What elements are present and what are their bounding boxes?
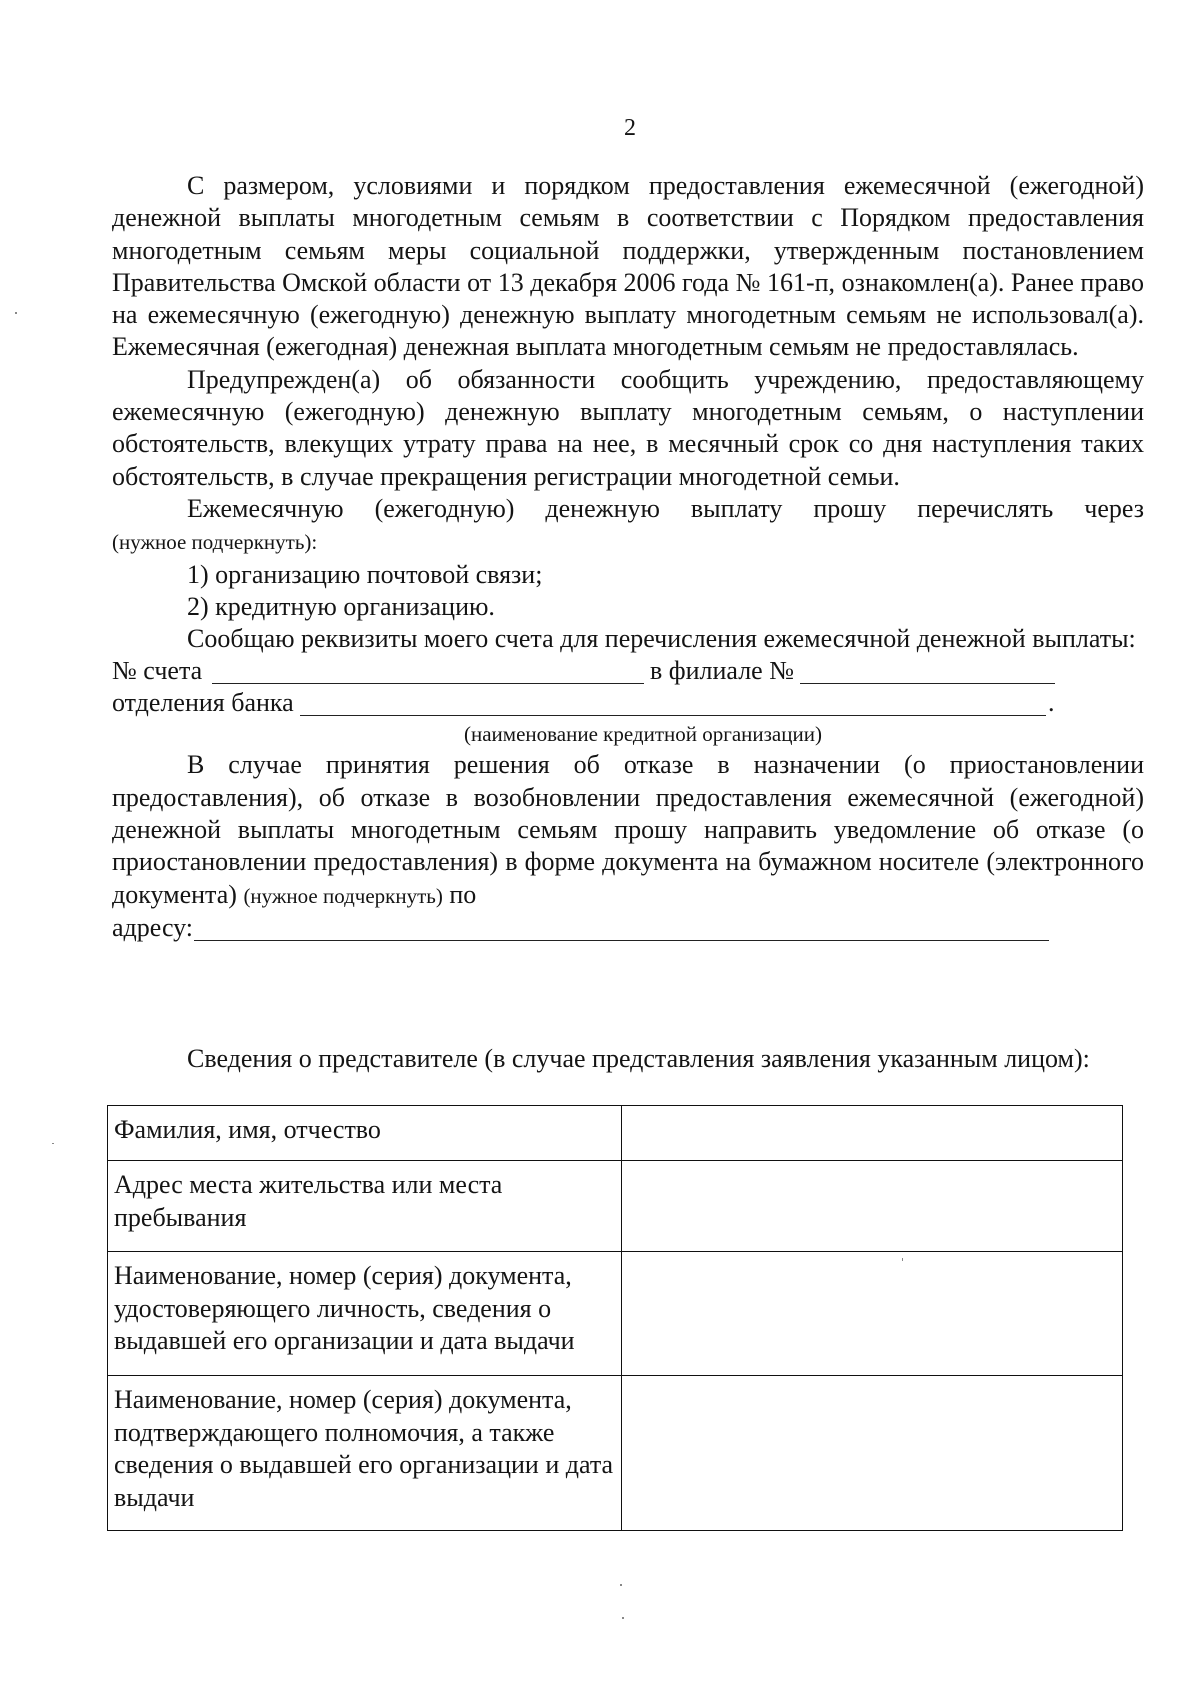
representative-intro	[112, 1043, 1144, 1075]
account-number-field[interactable]	[212, 683, 644, 684]
representative-name-label: Фамилия, имя, отчество	[108, 1106, 622, 1161]
refusal-notice-paragraph	[112, 749, 1144, 911]
scan-speck	[620, 1584, 622, 1586]
representative-address-field[interactable]	[622, 1161, 1123, 1252]
underline-note: (нужное подчеркнуть):	[112, 530, 318, 555]
address-field[interactable]	[194, 940, 1049, 941]
representative-address-label: Адрес места жительства или места пребывания	[108, 1161, 622, 1252]
obligation-paragraph: Предупрежден(а) об обязанности сообщить учреждению, предоставляющему ежемесячную (ежегодную) денежную выплату многодетным семьям, о наступлении обстоятельств, влекущих утрату права на нее, в месячный срок со дня наступления таких обстоятельств, в случае прекращения регистрации многодетной семьи.	[112, 364, 1144, 491]
option-credit-organization[interactable]: 2) кредитную организацию.	[187, 591, 495, 621]
account-details-paragraph: Сообщаю реквизиты моего счета для перечисления ежемесячной денежной выплаты:	[187, 624, 1136, 654]
representative-name-field[interactable]	[622, 1106, 1123, 1161]
table-row	[108, 1376, 1123, 1531]
account-number-label: № счета	[112, 656, 203, 686]
option-postal[interactable]: 1) организацию почтовой связи;	[187, 559, 543, 589]
authority-document-label: Наименование, номер (серия) документа, подтверждающего полномочия, а также сведения о выдавшей его организации и дата выдачи	[108, 1376, 622, 1531]
bank-line	[112, 687, 1144, 719]
scan-speck	[52, 1143, 54, 1144]
scan-speck	[622, 1617, 624, 1619]
account-line	[112, 655, 1144, 687]
scan-speck	[902, 1258, 903, 1261]
bank-field-caption: (наименование кредитной организации)	[464, 722, 822, 747]
identity-document-label: Наименование, номер (серия) документа, удостоверяющего личность, сведения о выдавшей его организации и дата выдачи	[108, 1252, 622, 1376]
branch-number-label: в филиале №	[650, 656, 795, 686]
bank-name-field[interactable]	[300, 715, 1046, 716]
table-row	[108, 1161, 1123, 1252]
document-body	[112, 170, 1144, 944]
address-label: адресу:	[112, 912, 194, 942]
scan-speck	[15, 312, 17, 314]
payment-method-paragraph: Ежемесячную (ежегодную) денежную выплату прошу перечислять через	[187, 493, 1144, 523]
table-row	[108, 1252, 1123, 1376]
refusal-notice-text: В случае принятия решения об отказе в назначении (о приостановлении предоставления), об отказе в возобновлении предоставления ежемесячной (ежегодной) денежной выплаты многодетным семьям прошу направить уведомление об отказе (о приостановлении предоставления) в форме документа на бумажном носителе (электронного документа)	[112, 750, 1144, 909]
representative-intro-text: Сведения о представителе (в случае представления заявления указанным лицом):	[187, 1044, 1090, 1073]
payment-method-note	[112, 525, 1144, 558]
representative-table	[107, 1105, 1123, 1531]
page-number: 2	[624, 115, 636, 141]
refusal-underline-note: (нужное подчеркнуть)	[243, 883, 443, 908]
address-line	[112, 912, 1144, 944]
branch-number-field[interactable]	[800, 683, 1055, 684]
bank-line-period: .	[1048, 688, 1055, 718]
acknowledgement-paragraph: С размером, условиями и порядком предоставления ежемесячной (ежегодной) денежной выплаты многодетным семьям в соответствии с Порядком предоставления многодетным семьям меры социальной поддержки, утвержденным постановлением Правительства Омской области от 13 декабря 2006 года № 161-п, ознакомлен(а). Ранее право на ежемесячную (ежегодную) денежную выплату многодетным семьям не использовал(а). Ежемесячная (ежегодная) денежная выплата многодетным семьям не предоставлялась.	[112, 171, 1144, 362]
bank-branch-label: отделения банка	[112, 688, 294, 718]
authority-document-field[interactable]	[622, 1376, 1123, 1531]
table-row	[108, 1106, 1123, 1161]
refusal-notice-end: по	[449, 879, 477, 909]
identity-document-field[interactable]	[622, 1252, 1123, 1376]
